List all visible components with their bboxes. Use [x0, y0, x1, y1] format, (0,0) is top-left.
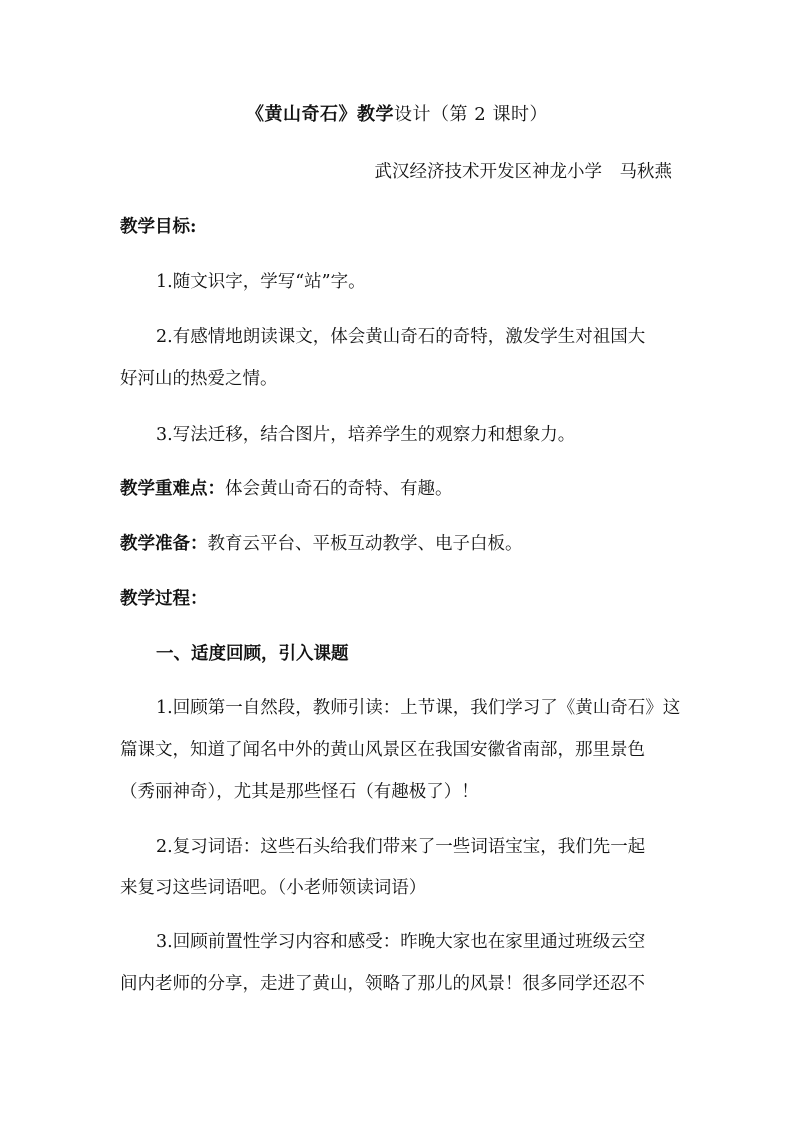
para-3-line-1: 3.回顾前置性学习内容和感受：昨晚大家也在家里通过班级云空 [156, 932, 646, 952]
preparation-text: 教育云平台、平板互动教学、电子白板。 [207, 534, 523, 554]
key-points-text: 体会黄山奇石的奇特、有趣。 [225, 479, 453, 499]
document-title [0, 103, 794, 127]
objective-2-line-2: 好河山的热爱之情。 [120, 369, 278, 389]
preparation-label: 教学准备： [120, 534, 208, 554]
para-1-line-1: 1.回顾第一自然段，教师引读：上节课，我们学习了《黄山奇石》这 [156, 698, 681, 718]
para-2-line-1: 2.复习词语：这些石头给我们带来了一些词语宝宝，我们先一起 [156, 837, 646, 857]
para-2-line-2: 来复习这些词语吧。（小老师领读词语） [120, 878, 427, 898]
key-points-line [120, 477, 453, 501]
objective-3: 3.写法迁移，结合图片，培养学生的观察力和想象力。 [156, 425, 576, 445]
objective-1: 1.随文识字，学写“站”字。 [156, 272, 366, 292]
title-normal-part: 设计（第 2 课时） [394, 104, 548, 125]
para-3-line-2: 间内老师的分享，走进了黄山，领略了那儿的风景！很多同学还忍不 [120, 974, 645, 994]
objectives-heading: 教学目标: [120, 217, 197, 237]
key-points-label: 教学重难点： [120, 479, 225, 499]
para-1-line-2: 篇课文，知道了闻名中外的黄山风景区在我国安徽省南部，那里景色 [120, 740, 645, 760]
author-line: 武汉经济技术开发区神龙小学 马秋燕 [374, 162, 672, 182]
process-heading: 教学过程： [120, 589, 208, 609]
preparation-line [120, 532, 523, 556]
section-1-heading: 一、适度回顾，引入课题 [156, 644, 349, 664]
objective-2-line-1: 2.有感情地朗读课文，体会黄山奇石的奇特，激发学生对祖国大 [156, 327, 646, 347]
title-bold-part: 《黄山奇石》教学 [246, 104, 395, 125]
para-1-line-3: （秀丽神奇），尤其是那些怪石（有趣极了）！ [120, 782, 479, 802]
